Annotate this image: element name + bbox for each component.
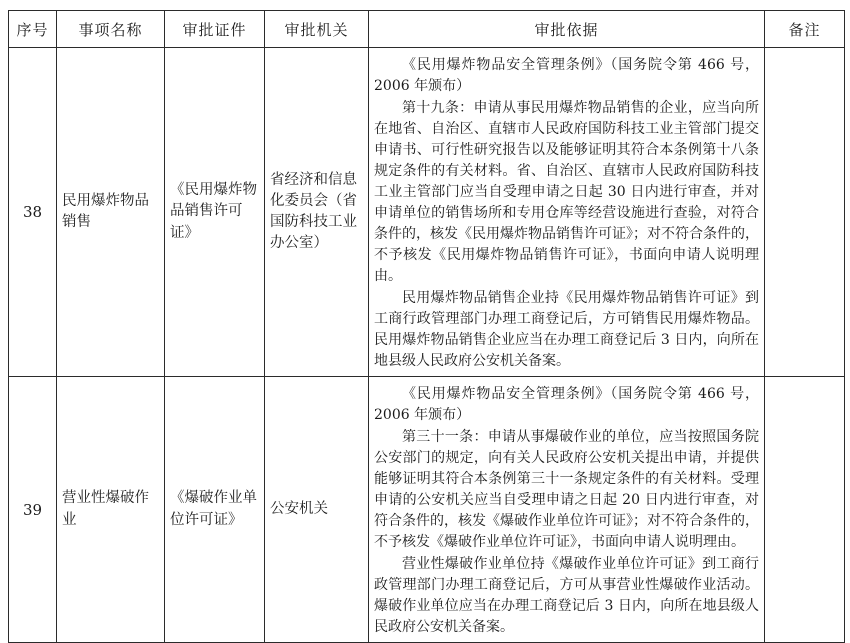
cell-note xyxy=(765,377,845,643)
legal-basis-paragraph: 第十九条：申请从事民用爆炸物品销售的企业，应当向所在地省、自治区、直辖市人民政府国防科技工业主管部门提交申请书、可行性研究报告以及能够证明其符合本条例第十八条规定条件的有关材料。省、自治区、直辖市人民政府国防科技工业主管部门应当自受理申请之日起 30 日内进行审查，并对申请单位的销售场所和专用仓库等经营设施进行查验，对符合条件的，核发《民用爆炸物品销售许可证》；对不符合条件的，不予核发《民用爆炸物品销售许可证》，书面向申请人说明理由。 xyxy=(374,100,759,284)
legal-basis-paragraph: 民用爆炸物品销售企业持《民用爆炸物品销售许可证》到工商行政管理部门办理工商登记后，方可销售民用爆炸物品。民用爆炸物品销售企业应当在办理工商登记后 3 日内，向所在地县级人民政府公安机关备案。 xyxy=(374,290,759,369)
column-header-name: 事项名称 xyxy=(57,11,165,48)
column-header-seq: 序号 xyxy=(9,11,57,48)
cell-legal-basis xyxy=(369,377,765,643)
legal-basis-paragraph: 营业性爆破作业单位持《爆破作业单位许可证》到工商行政管理部门办理工商登记后，方可从事营业性爆破作业活动。爆破作业单位应当在办理工商登记后 3 日内，向所在地县级人民政府公安机关备案。 xyxy=(374,556,759,635)
cell-authority: 省经济和信息化委员会（省国防科技工业办公室） xyxy=(265,48,369,377)
column-header-note: 备注 xyxy=(765,11,845,48)
column-header-basis: 审批依据 xyxy=(369,11,765,48)
table-header xyxy=(9,11,845,48)
cell-certificate: 《爆破作业单位许可证》 xyxy=(165,377,265,643)
cell-authority: 公安机关 xyxy=(265,377,369,643)
column-header-cert: 审批证件 xyxy=(165,11,265,48)
cell-legal-basis xyxy=(369,48,765,377)
cell-note xyxy=(765,48,845,377)
table-body xyxy=(9,48,845,643)
cell-item-name: 营业性爆破作业 xyxy=(57,377,165,643)
table-row xyxy=(9,377,845,643)
legal-basis-paragraph: 《民用爆炸物品安全管理条例》（国务院令第 466 号，2006 年颁布） xyxy=(374,57,759,94)
legal-basis-paragraph: 《民用爆炸物品安全管理条例》（国务院令第 466 号，2006 年颁布） xyxy=(374,386,759,423)
cell-certificate: 《民用爆炸物品销售许可证》 xyxy=(165,48,265,377)
table-header-row xyxy=(9,11,845,48)
approval-items-table xyxy=(8,10,845,643)
cell-seq: 39 xyxy=(9,377,57,643)
cell-seq: 38 xyxy=(9,48,57,377)
cell-item-name: 民用爆炸物品销售 xyxy=(57,48,165,377)
table-row xyxy=(9,48,845,377)
column-header-org: 审批机关 xyxy=(265,11,369,48)
legal-basis-paragraph: 第三十一条：申请从事爆破作业的单位，应当按照国务院公安部门的规定，向有关人民政府公安机关提出申请，并提供能够证明其符合本条例第三十一条规定条件的有关材料。受理申请的公安机关应当自受理申请之日起 20 日内进行审查，对符合条件的，核发《爆破作业单位许可证》；对不符合条件的，不予核发《爆破作业单位许可证》，书面向申请人说明理由。 xyxy=(374,429,759,550)
